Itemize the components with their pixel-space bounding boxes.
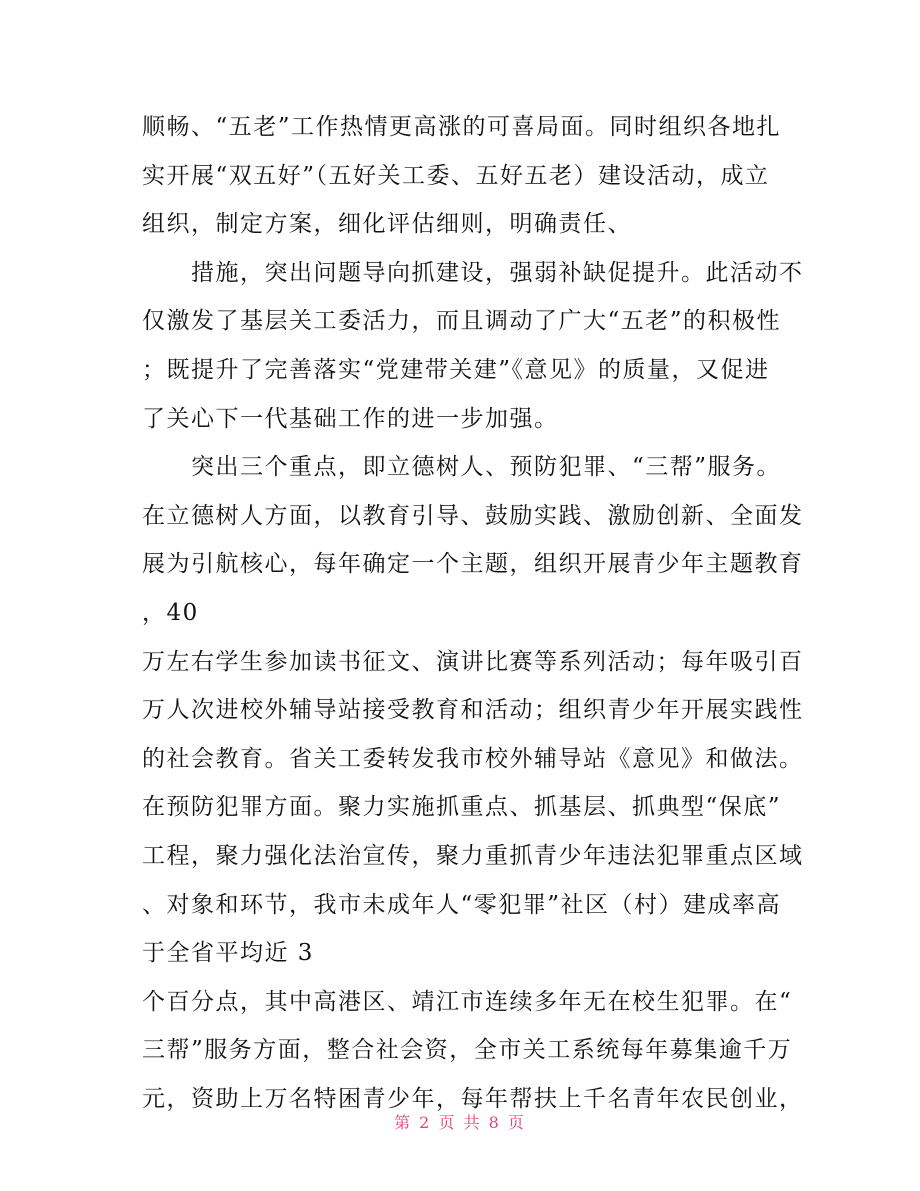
text-line: 仅激发了基层关工委活力，而且调动了广大“五老”的积极性 <box>142 308 782 335</box>
text-line: 组织，制定方案，细化评估细则，明确责任、 <box>142 211 632 238</box>
text-line: 于全省平均近 3 <box>142 940 314 967</box>
page-number-footer: 第 2 页 共 8 页 <box>394 1113 526 1132</box>
text-line: 、对象和环节，我市未成年人“零犯罪”社区（村）建成率高 <box>142 891 782 918</box>
text-line: 万左右学生参加读书征文、演讲比赛等系列活动；每年吸引百 <box>142 648 804 675</box>
text-line: 措施，突出问题导向抓建设，强弱补缺促提升。此活动不 <box>142 259 804 286</box>
text-line: 了关心下一代基础工作的进一步加强。 <box>142 405 559 432</box>
text-line: 元，资助上万名特困青少年，每年帮扶上千名青年农民创业， <box>142 1085 804 1112</box>
text-line: ，40 <box>142 599 199 626</box>
text-line: 实开展“双五好”（五好关工委、五好五老）建设活动，成立 <box>142 162 770 189</box>
text-line: 三帮”服务方面，整合社会资，全市关工系统每年募集逾千万 <box>142 1037 793 1064</box>
text-line: 工程，聚力强化法治宣传，聚力重抓青少年违法犯罪重点区域 <box>142 842 804 869</box>
text-line: 在预防犯罪方面。聚力实施抓重点、抓基层、抓典型“保底” <box>142 794 782 821</box>
text-line: ；既提升了完善落实“党建带关建”《意见》的质量，又促进 <box>142 356 770 383</box>
text-line: 展为引航核心，每年确定一个主题，组织开展青少年主题教育 <box>142 551 804 578</box>
text-line: 的社会教育。省关工委转发我市校外辅导站《意见》和做法。 <box>142 745 804 772</box>
text-line: 在立德树人方面，以教育引导、鼓励实践、激励创新、全面发 <box>142 502 804 529</box>
text-line: 突出三个重点，即立德树人、预防犯罪、“三帮”服务。 <box>142 454 782 481</box>
text-line: 个百分点，其中高港区、靖江市连续多年无在校生犯罪。在“ <box>142 988 793 1015</box>
document-body <box>142 103 802 1123</box>
text-line: 顺畅、“五老”工作热情更高涨的可喜局面。同时组织各地扎 <box>142 114 782 140</box>
text-line: 万人次进校外辅导站接受教育和活动；组织青少年开展实践性 <box>142 697 804 724</box>
